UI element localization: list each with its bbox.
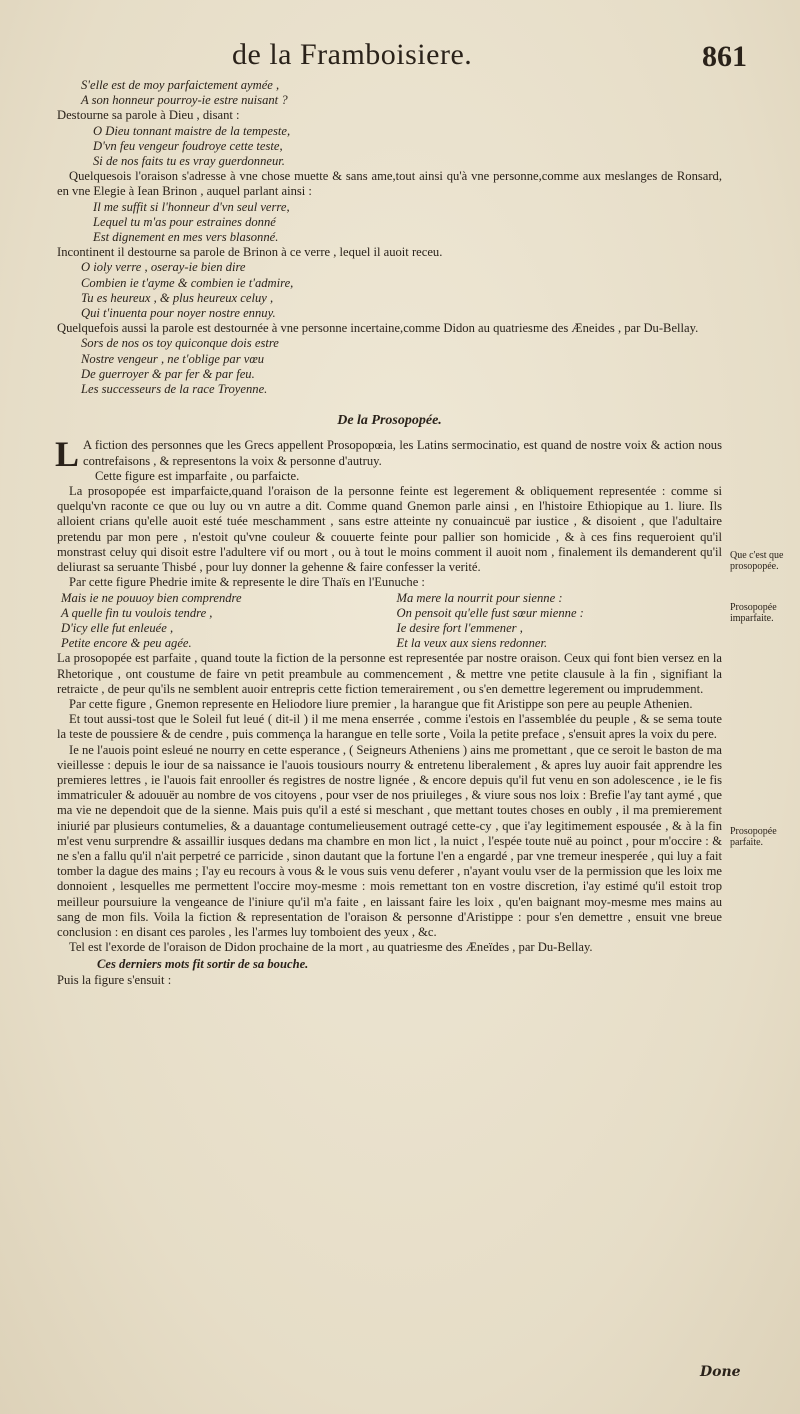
margin-note: Prosopopée parfaite. [730,826,777,848]
verse-line: S'elle est de moy parfaictement aymée , [81,78,280,92]
verse-line: Mais ie ne pouuoy bien comprendre [61,590,242,605]
verse-line: D'icy elle fut enleuée , [61,620,174,635]
page-number: 861 [702,40,747,73]
paragraph [55,434,722,475]
paragraph: Puis la figure s'ensuit : [57,972,172,987]
verse-line: A son honneur pourroy-ie estre nuisant ? [81,93,288,108]
verse-line: De guerroyer & par fer & par feu. [81,366,255,381]
verse-line: Et la veux aux siens redonner. [396,636,548,651]
margin-note: Que c'est que prosopopée. [730,550,784,572]
paragraph: Tel est l'exorde de l'oraison de Didon prochaine de la mort , au quatriesme des Æneïdes , par Du-Bellay. [69,940,593,955]
verse-line: D'vn feu vengeur foudroye cette teste, [93,138,283,153]
catchword: Done [700,1364,741,1380]
verse-line: O ioly verre , oseray-ie bien dire [81,260,246,275]
verse-column-right [397,591,723,652]
verse-line: Lequel tu m'as pour estraines donné [93,214,276,229]
verse-line: O Dieu tonnant maistre de la tempeste, [93,123,291,138]
paragraph: La prosopopée est imparfaicte,quand l'oraison de la personne feinte est legerement & obliquement representée : comme si quelqu'vn raconte ce que ou luy ou vn autre a dit. Comme quand Gnemon parle ainsi , en l'histoire Ethiopique au 1. liure. Ils alloient crians qu'elle auoit esté tuée meschamment , sans estre atteinte ny conuaincuë par iustice , & disoient , que l'adultaire pretendu par mon pere , n'estoit qu'vne couleur & couuerte feinte pour pallier son homicide , & à ces fins requeroient qu'il monstrast celuy qui disoit estre l'adultere vif ou mort , ou à tout le moins comment il auoit nom , finalement ils demanderent qu'il deliurast sa seruante Thisbé , pour luy donner la gehenne & faire confesser la verité. [57,484,722,575]
verse-line: On pensoit qu'elle fust sœur mienne : [396,605,584,620]
paragraph: Quelquefois aussi la parole est destournée à vne personne incertaine,comme Didon au quatriesme des Æneides , par Du-Bellay. [57,321,699,336]
verse-line: Tu es heureux , & plus heureux celuy , [81,290,274,305]
verse-line: Il me suffit si l'honneur d'vn seul verre, [93,199,290,214]
verse-line: Combien ie t'ayme & combien ie t'admire, [81,275,294,290]
paragraph: Ie ne l'auois point esleué ne nourry en cette esperance , ( Seigneurs Atheniens ) ains me promettant , que ce seroit le baston de ma vieillesse : depuis le iour de sa naissance ie l'auois tousiours nourry & entretenu liberalement , & apres luy auoir fait apprendre les premieres lettres , ie l'auois fait enrooller és registres de nostre lignée , & encore depuis qu'il fut venu en son adolescence , ie le fis immatriculer & adouuër au nombre de vos citoyens , pour vser de nos priuileges , & viure sous nos loix : Brefie l'ay tant aymé , que ma vie ne dependoit que de la sienne. Mais puis qu'il a esté si meschant , que mettant toutes choses en oubly , il ma premierement iniurié par plusieurs contumelies, & a dauantage contumelieusement outragé cette-cy , que i'ay legitimement espousée , & à la fin m'est venu surprendre & assaillir iusques dedans ma chambre en mon lict , la nuict , l'espée toute nuë au poinct , pour m'occire : & ne s'en a fallu qu'il n'ait perpetré ce parricide , sinon dautant que la fortune l'en a engardé , par vne tremeur inesperée , qui luy a fait tomber la dague des mains ; I'ay eu recours à vous & le vous suis venu deferer , n'ayant voulu vser de la permission que les loix me donnoient , lesquelles me permettent l'occire moy-mesme : mois remettant ton en vostre discretion, i'ay estimé qu'il estoit trop meilleur poursuiure la vengeance de l'iniure qu'il m'a faite , en laissant faire les loix , qu'en baignant moy-mesme mes mains au sang de mon fils. Voila la fiction & representation de l'oraison & personne d'Aristippe : pour s'en demettre , ensuit vne breue conclusion : en disant ces paroles , les l'armes luy tomboient des yeux , &c. [57,742,722,939]
paragraph: Cette figure est imparfaite , ou parfaicte. [95,468,300,483]
verse-line: Qui t'inuenta pour noyer nostre ennuy. [81,306,276,321]
verse-line: Les successeurs de la race Troyenne. [81,382,268,397]
verse-line: Ie desire fort l'emmener , [396,620,523,635]
verse-line: Sors de nos os toy quiconque dois estre [81,336,279,351]
verse-line: Ma mere la nourrit pour sienne : [396,590,563,605]
paragraph: La prosopopée est parfaite , quand toute la fiction de la personne est representée par nostre oraison. Ceux qui font bien versez en la Rhetorique , ont coustume de faire vn petit preambule au commencement , & mettre vne petite clausule à la fin , signifiant la retraicte , de peur qu'ils ne semblent auoir entrepris cette fiction temerairement , ou s'en demettre legerement ou imprudemment. [57,651,722,696]
verse-line: Nostre vengeur , ne t'oblige par vœu [81,351,265,366]
paragraph: Et tout aussi-tost que le Soleil fut leué ( dit-il ) il me mena enserrée , comme i'estois en l'assemblée du peuple , & se sema toute la teste de poussiere & de cendre , puis commença la harangue en telle sorte , Voila la petite preface , s'ensuit apres la voix du pere. [57,712,722,742]
verse-line: Si de nos faits tu es vray guerdonneur. [93,154,285,169]
verse-column-left [61,591,387,652]
paragraph-text: A fiction des personnes que les Grecs appellent Prosopopœia, les Latins sermocinatio, est quand de nostre voix & action nous contrefaisons , & representons la voix & personne d'autruy. [83,438,722,468]
verse-line: A quelle fin tu voulois tendre , [61,605,213,620]
page-header [0,38,800,78]
main-text [57,78,722,988]
paragraph: Destourne sa parole à Dieu , disant : [57,108,240,123]
section-heading: De la Prosopopée. [337,413,442,429]
verse-line: Est dignement en mes vers blasonné. [93,230,279,245]
two-column-verse [61,591,722,652]
paragraph: Par cette figure Phedrie imite & represente le dire Thaïs en l'Eunuche : [69,575,425,590]
paragraph: Incontinent il destourne sa parole de Brinon à ce verre , lequel il auoit receu. [57,245,443,260]
italic-line: Ces derniers mots fit sortir de sa bouche. [97,957,309,972]
verse-line: Petite encore & peu agée. [61,636,192,651]
paragraph: Quelquesois l'oraison s'adresse à vne chose muette & sans ame,tout ainsi qu'à vne personne,comme aux meslanges de Ronsard, en vne Elegie à Iean Brinon , auquel parlant ainsi : [57,169,722,199]
running-head: de la Framboisiere. [232,38,473,71]
paragraph: Par cette figure , Gnemon represente en Heliodore liure premier , la harangue que fit Aristippe son pere au peuple Athenien. [69,696,693,711]
drop-capital: L [55,434,80,475]
margin-note: Prosopopée imparfaite. [730,602,777,624]
